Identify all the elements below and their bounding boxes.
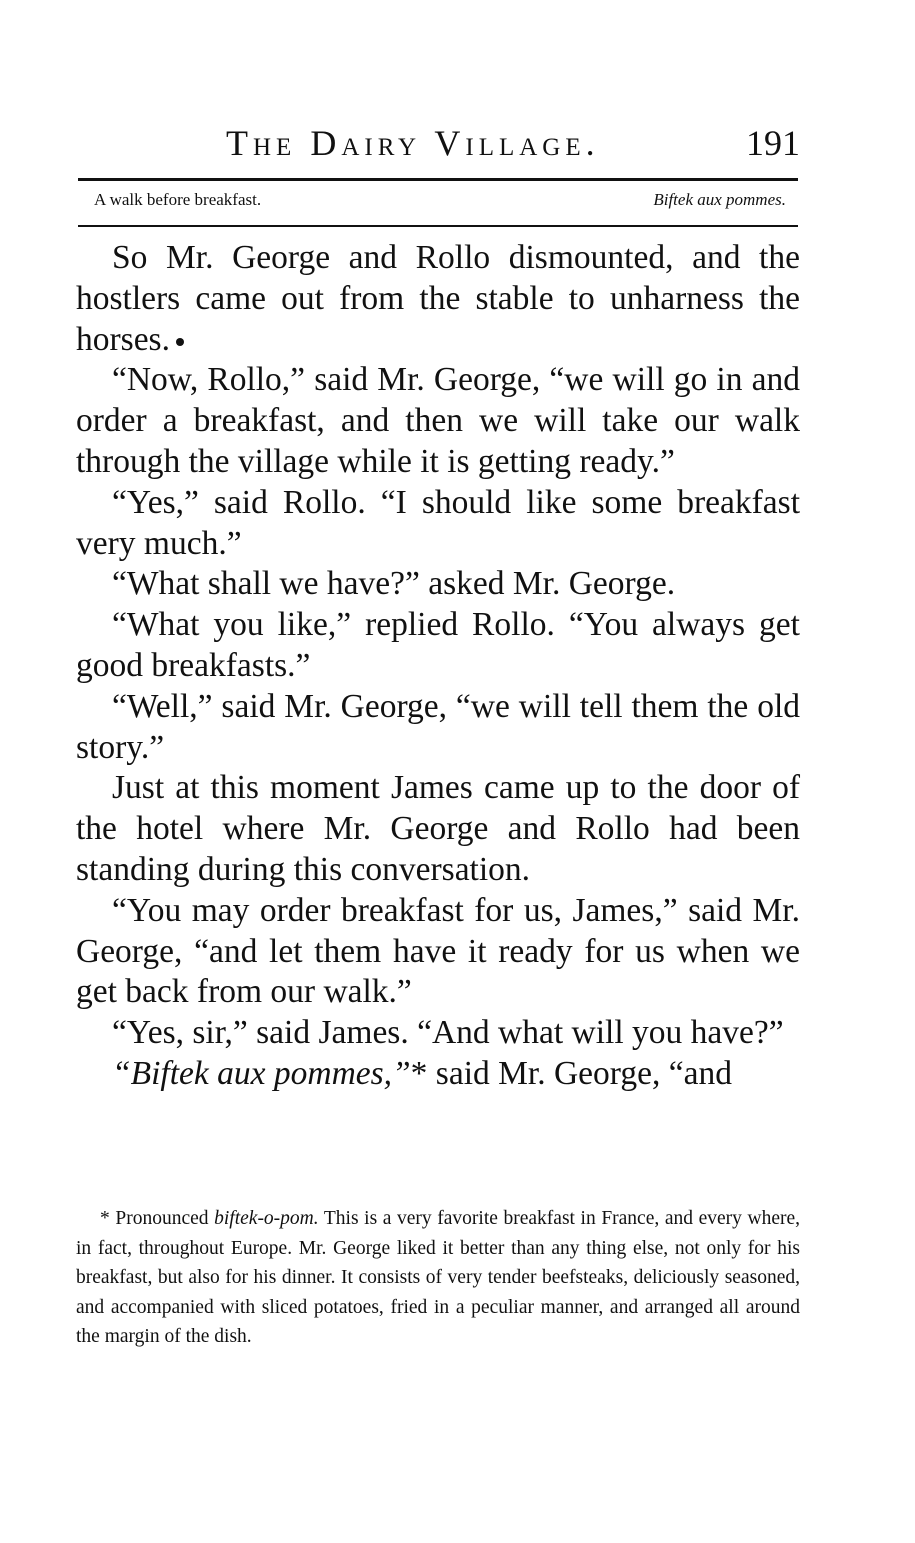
paragraph: [76, 1054, 800, 1095]
footnote-paragraph: [76, 1204, 800, 1352]
subhead-right: Biftek aux pommes.: [653, 190, 786, 209]
paragraph: “What shall we have?” asked Mr. George.: [112, 565, 676, 603]
ink-dot-mark: [176, 338, 184, 346]
paragraph-text: * said Mr. George, “and: [410, 1054, 732, 1092]
paragraph: [76, 238, 800, 360]
footnote-pronunciation: biftek-o-pom.: [214, 1208, 319, 1229]
paragraph: Just at this moment James came up to the door of the hotel where Mr. George and Rollo had been standing during this conversation.: [76, 769, 800, 888]
footnote-text: This is a very favorite breakfast in France, and every where, in fact, throughout Europe. Mr. George liked it better than any thing else, not only for his breakfast, but also for his dinner. It consists of very tender beefsteaks, deliciously seasoned, and accompanied with sliced potatoes, fried in a peculiar manner, and arranged all around the margin of the dish.: [76, 1208, 801, 1347]
body-text: [76, 238, 800, 1095]
paragraph: “Yes,” said Rollo. “I should like some breakfast very much.”: [76, 483, 800, 562]
footnote-lead: Pronounced: [115, 1208, 209, 1229]
italic-dish-name: “Biftek aux pommes,”: [112, 1054, 411, 1092]
footnote: [76, 1204, 800, 1352]
page-number: 191: [746, 123, 800, 163]
paragraph: “Well,” said Mr. George, “we will tell them the old story.”: [76, 687, 800, 766]
running-title: The Dairy Village.: [226, 123, 600, 163]
subhead-left: A walk before breakfast.: [94, 190, 262, 209]
paragraph: “You may order breakfast for us, James,” said Mr. George, “and let them have it ready for us when we get back from our walk.”: [76, 891, 800, 1011]
paragraph-text: So Mr. George and Rollo dismounted, and the hostlers came out from the stable to unharness the horses.: [76, 239, 800, 358]
footnote-marker: *: [100, 1208, 110, 1229]
paragraph: “Now, Rollo,” said Mr. George, “we will go in and order a breakfast, and then we will take our walk through the village while it is getting ready.”: [76, 361, 800, 480]
running-head: [76, 122, 800, 166]
paragraph: “What you like,” replied Rollo. “You always get good breakfasts.”: [76, 606, 800, 684]
subhead: [94, 190, 786, 214]
header-rule-top: [78, 178, 798, 181]
header-rule-bottom: [78, 225, 798, 227]
paragraph: “Yes, sir,” said James. “And what will you have?”: [112, 1014, 784, 1052]
